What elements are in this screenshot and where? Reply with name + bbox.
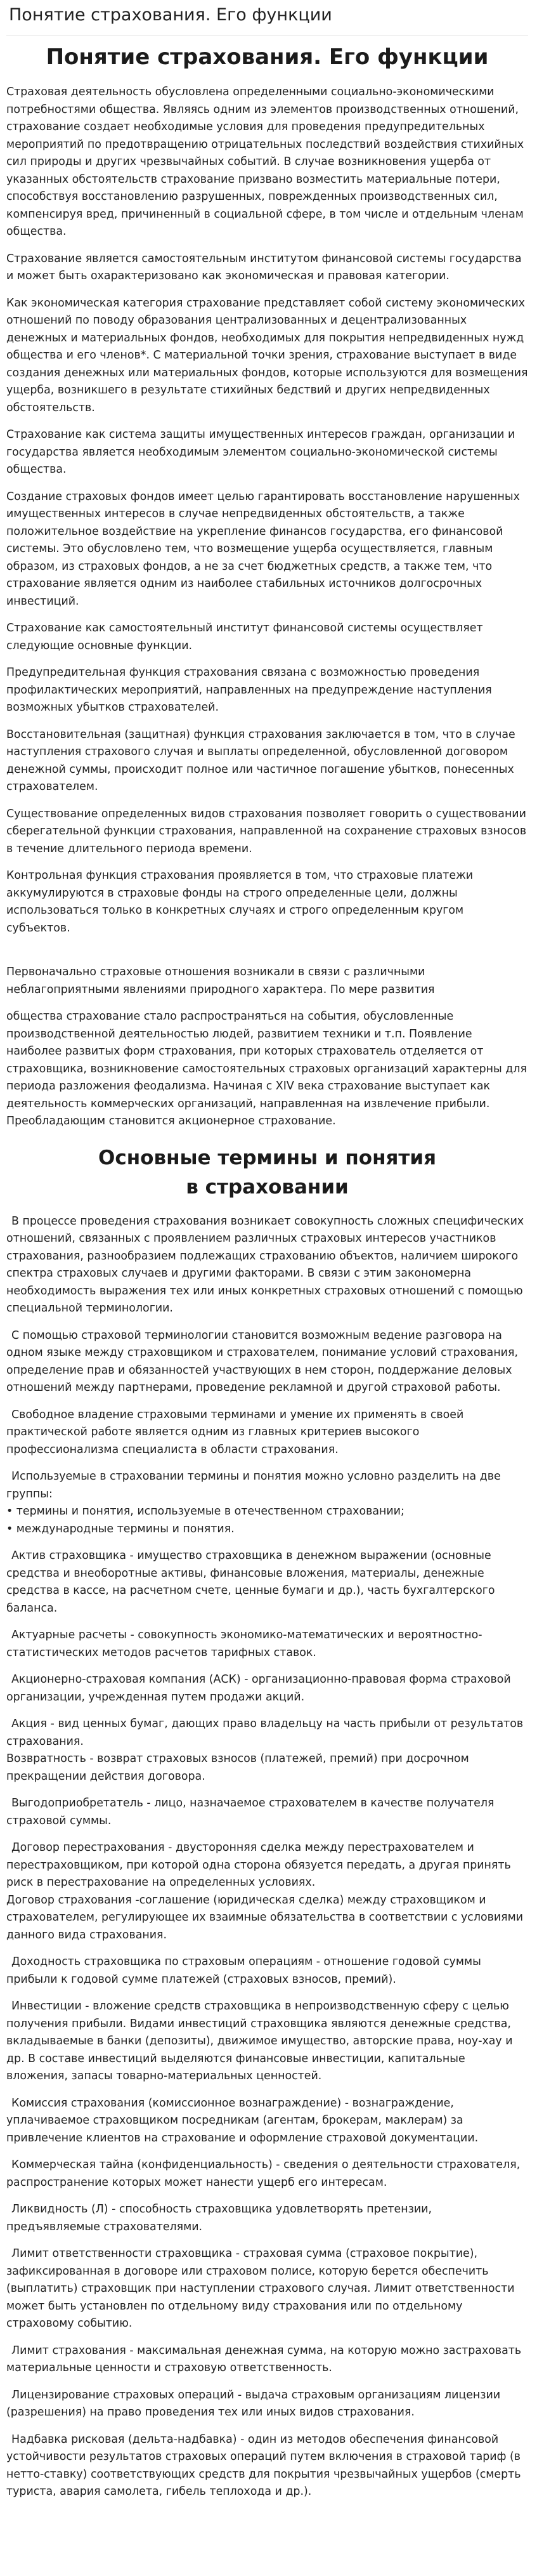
paragraph: В процессе проведения страхования возникает совокупность сложных специфических отношений, связанных с проявлением различных страховых интересов участников страхования, разнообразием подлежащих страхованию объектов, наличием широкого спектра страховых случаев и другими факторами. В связи с этим закономерна необходимость выражения тех или иных конкретных страховых отношений с помощью специальной терминологии. [6,1214,524,1315]
page [0,5,537,2523]
paragraph: Восстановительная (защитная) функция страхования заключается в том, что в случае наступления страхового случая и выплаты определенной, обусловленной договором денежной суммы, происходит полное или частичное погашение убытков, понесенных страхователем. [6,728,515,793]
paragraph: Актуарные расчеты - совокупность экономико-математических и вероятностно-статистических методов расчетов тарифных ставок. [6,1629,482,1659]
paragraph: Контрольная функция страхования проявляется в том, что страховые платежи аккумулируются в страховые фонды на строго определенные цели, должны использоваться только в конкретных случаях и строго определенным кругом субъектов. [6,869,474,935]
paragraph: Свободное владение страховыми терминами и умение их применять в своей практической работе является одним из главных критериев высокого профессионализма специалиста в области страхования. [6,1408,464,1456]
paragraph: Комиссия страхования (комиссионное вознаграждение) - вознаграждение, уплачиваемое страховщиком посредникам (агентам, брокерам, маклерам) за привлечение клиентов на страхование и оформление страховой документации. [6,2096,479,2145]
paragraph: Надбавка рисковая (дельта-надбавка) - один из методов обеспечения финансовой устойчивости результатов страховых операций путем включения в страховой тариф (в нетто-ставку) соответствующих средств для покрытия чрезвычайных ущербов (смерть туриста, авария самолета, гибель теплохода и др.). [6,2433,521,2498]
paragraph: Ликвидность (Л) - способность страховщика удовлетворять претензии, предъявляемые страхователями. [6,2203,432,2233]
paragraph: Создание страховых фондов имеет целью гарантировать восстановление нарушенных имущественных интересов в случае непредвиденных обстоятельств, а также положительное воздействие на укрепление финансов государства, его финансовой системы. Это обусловлено тем, что возмещение ущерба осуществляется, главным образом, из страховых фондов, а не за счет бюджетных средств, а также тем, что страхование является одним из наиболее стабильных источников долгосрочных инвестиций. [6,490,520,608]
divider [6,35,528,36]
paragraph: Лимит ответственности страховщика - страховая сумма (страховое покрытие), зафиксированная в договоре или страховом полисе, которую берется обеспечить (выплатить) страховщик при наступлении страхового случая. Лимит ответственности может быть установлен по отдельному виду страхования или по отдельному страховому событию. [6,2247,515,2330]
paragraph: Первоначально страховые отношения возникали в связи с различными неблагоприятными явлениями природного характера. По мере развития [6,966,435,996]
paragraph: общества страхование стало распространяться на события, обусловленные производственной деятельностью людей, развитием техники и т.п. Появление наиболее развитых форм страхования, при которых страхователь отделяется от страховщика, возникновение самостоятельных страховых организаций характерны для периода разложения феодализма. Начиная с XIV века страхование выступает как деятельность коммерческих организаций, направленная на извлечение прибыли. Преобладающим становится акционерное страхование. [6,1010,527,1127]
paragraph: Актив страховщика - имущество страховщика в денежном выражении (основные средства и внеоборотные активы, финансовые вложения, материалы, денежные средства в кассе, на расчетном счете, ценные бумаги и др.), часть бухгалтерского баланса. [6,1549,495,1615]
paragraph: Договор перестрахования - двусторонняя сделка между перестрахователем и перестраховщиком, при которой одна сторона обязуется передать, а другая принять риск в перестрахование на определенных условиях. Договор страхования -соглашение (юридическая сделка) между страховщиком и страхователем, регулирующее их взаимные обязательства в соответствии с условиями данного вида страхования. [6,1841,524,1942]
paragraph: Страховая деятельность обусловлена определенными социально-экономическими потребностями общества. Являясь одним из элементов производственных отношений, страхование создает необходимые условия для проведения предупредительных мероприятий по предотвращению отрицательных последствий воздействия стихийных сил природы и других чрезвычайных событий. В случае возникновения ущерба от указанных обстоятельств страхование призвано возместить материальные потери, способствуя восстановлению разрушенных, поврежденных производственных сил, компенсируя вред, причиненный в социальной сфере, в том числе и отдельным членам общества. [6,86,524,238]
paragraph: С помощью страховой терминологии становится возможным ведение разговора на одном языке между страховщиком и страхователем, понимание условий страхования, определение прав и обязанностей участвующих в нем сторон, поддержание деловых отношений между партнерами, проведение рекламной и другой страховой работы. [6,1329,518,1394]
page-title: Понятие страхования. Его функции [9,5,332,25]
paragraph: Страхование как система защиты имущественных интересов граждан, организации и государства является необходимым элементом социально-экономической системы общества. [6,428,515,476]
section-heading-line: Основные термины и понятия [98,1146,436,1169]
section-body [6,1213,528,2501]
paragraph: Акционерно-страховая компания (АСК) - организационно-правовая форма страховой организации, учрежденная путем продажи акций. [6,1673,511,1704]
paragraph: Выгодоприобретатель - лицо, назначаемое страхователем в качестве получателя страховой суммы. [6,1797,495,1827]
paragraph: Лимит страхования - максимальная денежная сумма, на которую можно застраховать материальные ценности и страховую ответственность. [6,2344,522,2374]
article-heading: Понятие страхования. Его функции [46,44,489,70]
article-body [6,84,528,1131]
section-heading [6,1143,528,1202]
section-heading-line: в страховании [186,1175,349,1199]
paragraph: Лицензирование страховых операций - выдача страховым организациям лицензии (разрешения) на право проведения тех или иных видов страхования. [6,2388,501,2419]
paragraph: Коммерческая тайна (конфиденциальность) - сведения о деятельности страхователя, распространение которых может нанести ущерб его интересам. [6,2159,521,2189]
paragraph: Предупредительная функция страхования связана с возможностью проведения профилактических мероприятий, направленных на предупреждение наступления возможных убытков страхователей. [6,666,492,714]
paragraph: Акция - вид ценных бумаг, дающих право владельцу на часть прибыли от результатов страхования. Возвратность - возврат страховых взносов (платежей, премий) при досрочном прекращении действия договора. [6,1718,524,1783]
paragraph: Инвестиции - вложение средств страховщика в непроизводственную сферу с целью получения прибыли. Видами инвестиций страховщика являются денежные средства, вкладываемые в банки (депозиты), движимое имущество, авторские права, ноу-хау и др. В составе инвестиций выделяются финансовые инвестиции, капитальные вложения, запасы товарно-материальных ценностей. [6,2000,513,2082]
paragraph: Как экономическая категория страхование представляет собой систему экономических отношений по поводу образования централизованных и децентрализованных денежных и материальных фондов, необходимых для покрытия непредвиденных нужд общества и его членов*. С материальной точки зрения, страхование выступает в виде создания денежных или материальных фондов, которые используются для возмещения ущерба, возникшего в результате стихийных бедствий и других непредвиденных обстоятельств. [6,296,528,414]
paragraph: Страхование как самостоятельный институт финансовой системы осуществляет следующие основные функции. [6,622,483,652]
paragraph: Страхование является самостоятельным институтом финансовой системы государства и может быть охарактеризовано как экономическая и правовая категории. [6,252,522,282]
paragraph: Существование определенных видов страхования позволяет говорить о существовании сберегательной функции страхования, направленной на сохранение страховых взносов в течение длительного периода времени. [6,807,527,855]
paragraph: Доходность страховщика по страховым операциям - отношение годовой суммы прибыли к годовой сумме платежей (страховых взносов, премий). [6,1955,481,1986]
paragraph: Используемые в страховании термины и понятия можно условно разделить на две группы: • термины и понятия, используемые в отечественном страховании; • международные термины и понятия. [6,1470,501,1535]
